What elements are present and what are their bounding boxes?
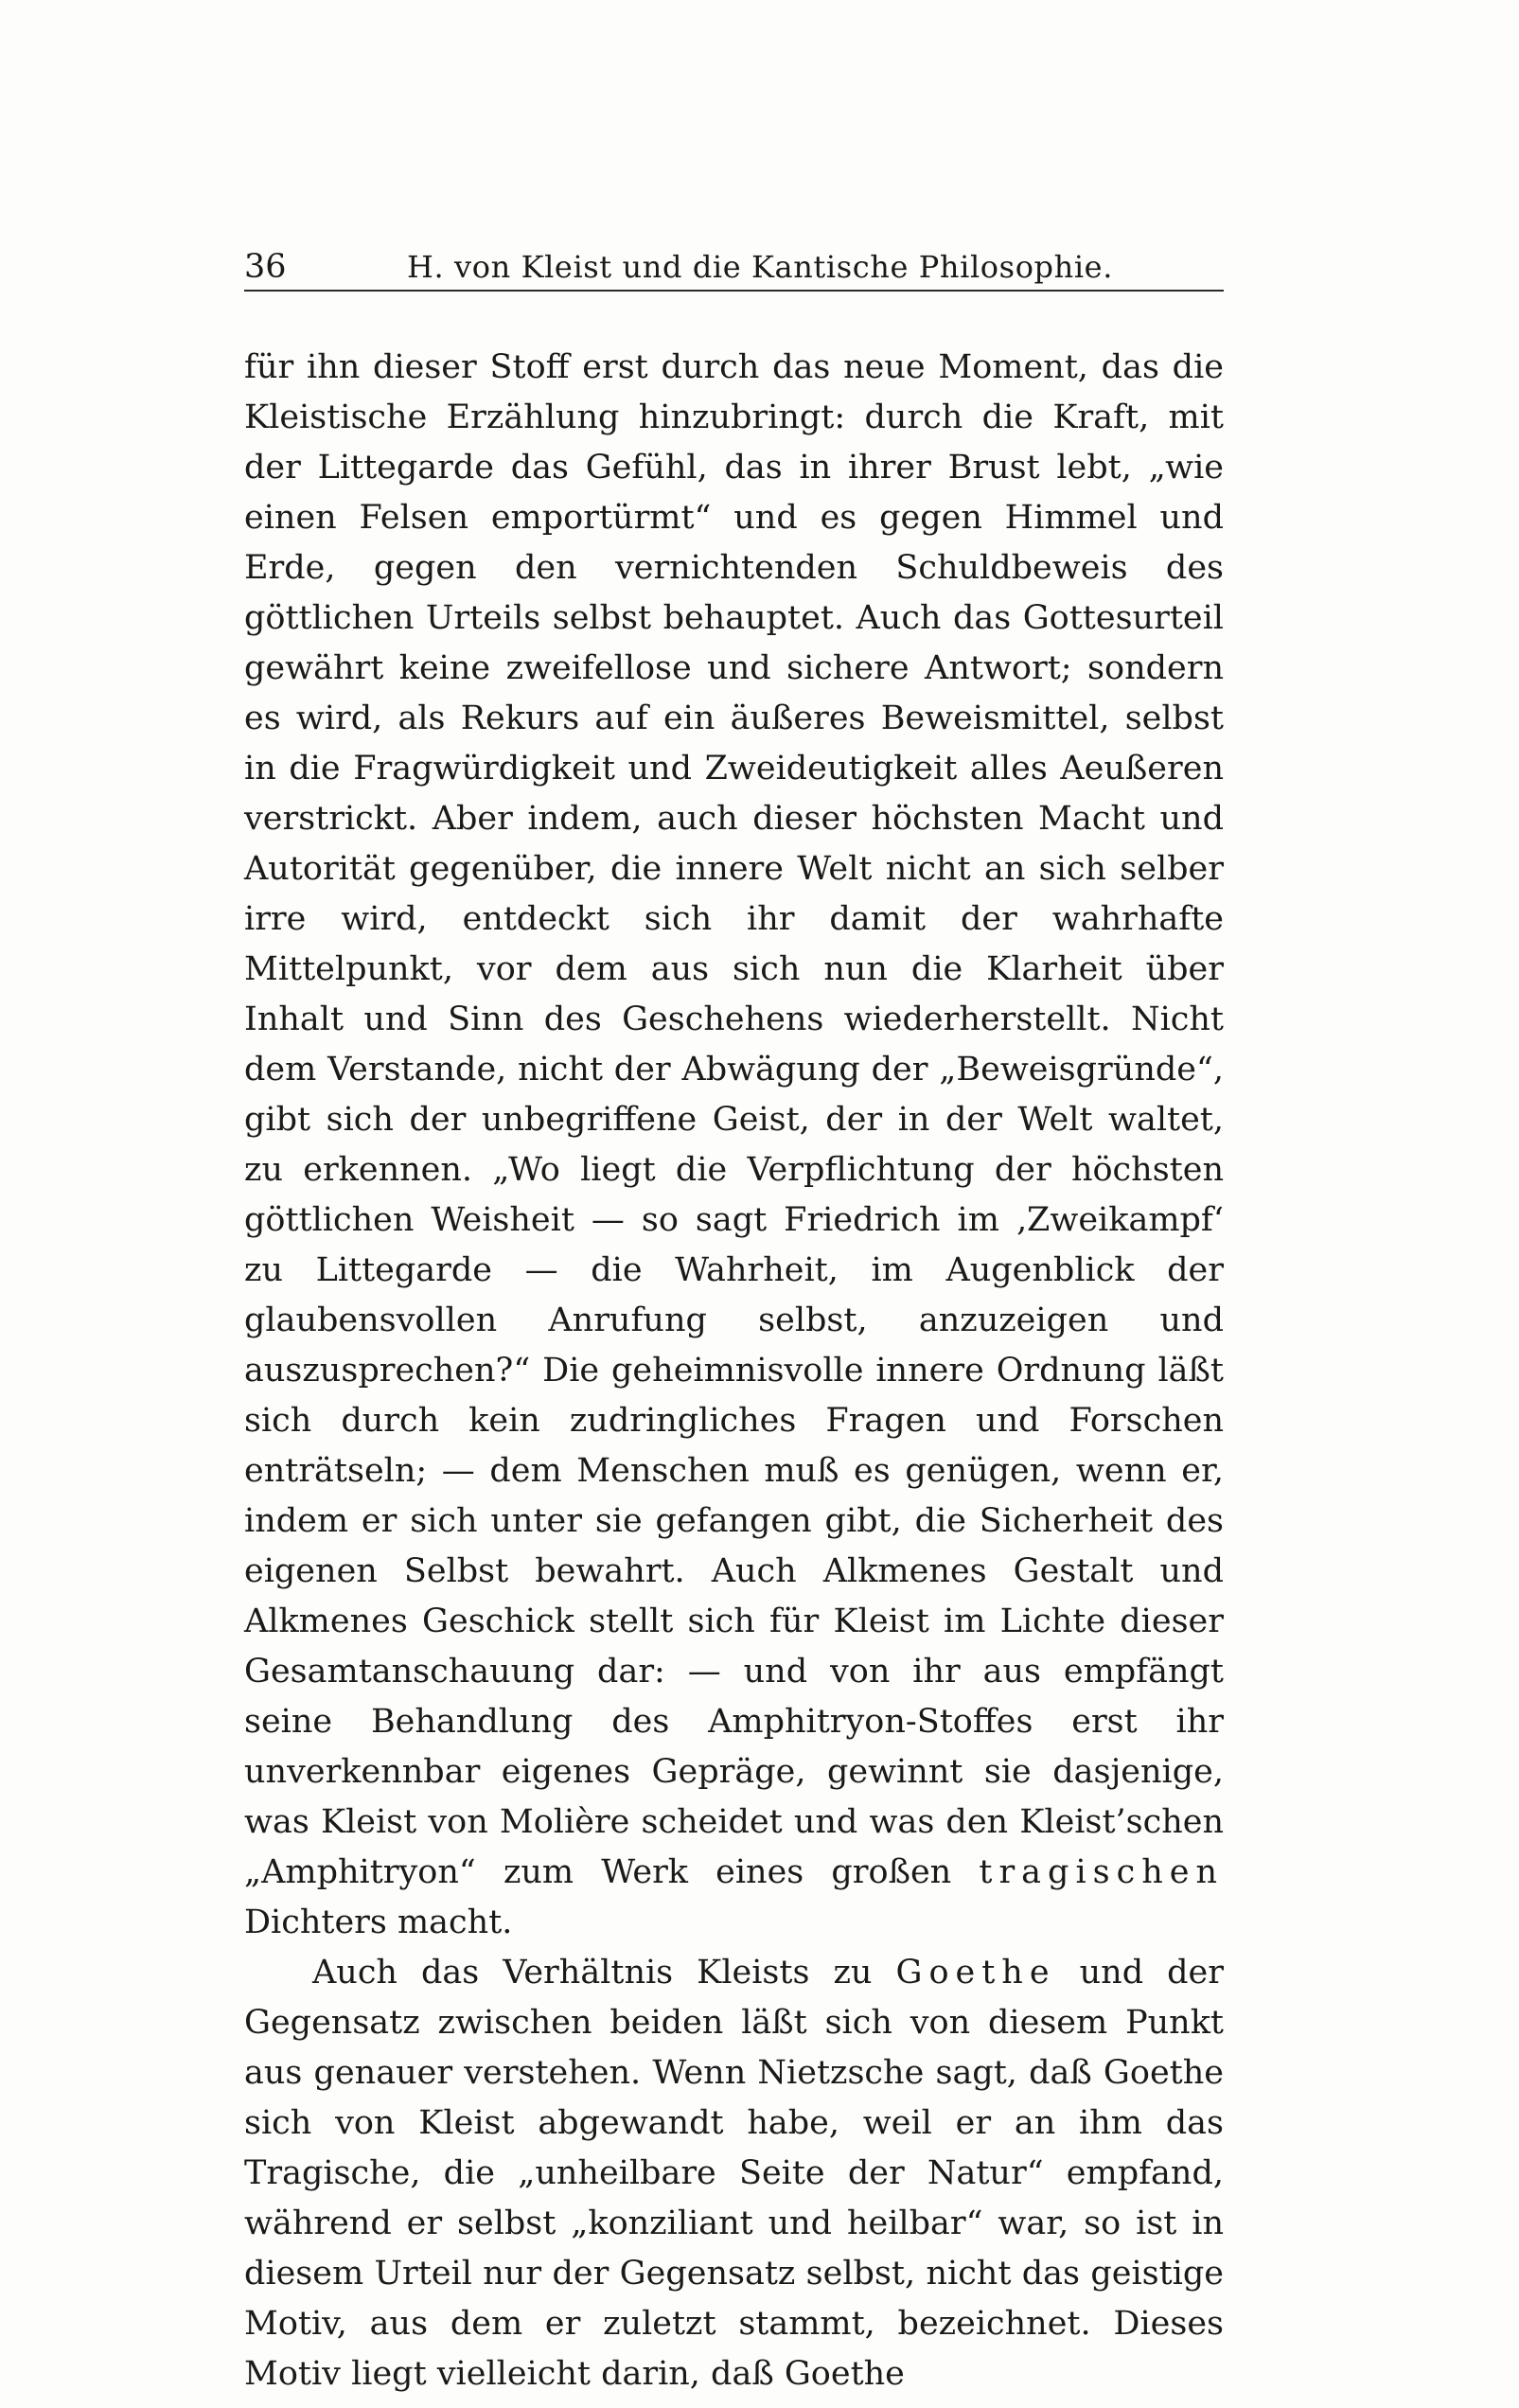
paragraph-text: für ihn dieser Stoff erst durch das neue Moment, das die Kleistische Erzählung hinzubringt: durch die Kraft, mit der Littegarde das Gefühl, das in ihrer Brust lebt, „wie einen Felsen emportürmt“ und es gegen Himmel und Erde, gegen den vernichtenden Schuldbeweis des göttlichen Urteils selbst behauptet. Auch das Gottesurteil gewährt keine zweifellose und sichere Antwort; sondern es wird, als Rekurs auf ein äußeres Beweismittel, selbst in die Fragwürdigkeit und Zweideutigkeit alles Aeußeren verstrickt. Aber indem, auch dieser höchsten Macht und Autorität gegenüber, die innere Welt nicht an sich selber irre wird, entdeckt sich ihr damit der wahrhafte Mittelpunkt, vor dem aus sich nun die Klarheit über Inhalt und Sinn des Geschehens wiederherstellt. Nicht dem Verstande, nicht der Abwägung der „Beweisgründe“, gibt sich der unbegriffene Geist, der in der Welt waltet, zu erkennen. „Wo liegt die Verpflichtung der höchsten göttlichen Weisheit — so sagt Friedrich im ‚Zweikampf‘ zu Littegarde — die Wahrheit, im Augenblick der glaubensvollen Anrufung selbst, anzuzeigen und auszusprechen?“ Die geheimnisvolle innere Ordnung läßt sich durch kein zudringliches Fragen und Forschen enträtseln; — dem Menschen muß es genügen, wenn er, indem er sich unter sie gefangen gibt, die Sicherheit des eigenen Selbst bewahrt. Auch Alkmenes Gestalt und Alkmenes Geschick stellt sich für Kleist im Lichte dieser Gesamtanschauung dar: — und von ihr aus empfängt seine Behandlung des Amphitryon-Stoffes erst ihr unverkennbar eigenes Gepräge, gewinnt sie dasjenige, was Kleist von Molière scheidet und was den Kleist’schen „Amphitryon“ zum Werk eines großen: [244, 348, 1224, 1891]
emphasized-word: Goethe: [895, 1954, 1056, 1992]
paragraph-text: Dichters macht.: [244, 1903, 513, 1941]
paragraph-text: und der Gegensatz zwischen beiden läßt sich von diesem Punkt aus genauer verstehen. Wenn Nietzsche sagt, daß Goethe sich von Kleist abgewandt habe, weil er an ihm das Tragische, die „unheilbare Seite der Natur“ empfand, während er selbst „konziliant und heilbar“ war, so ist in diesem Urteil nur der Gegensatz selbst, nicht das geistige Motiv, aus dem er zuletzt stammt, bezeichnet. Dieses Motiv liegt vielleicht darin, daß Goethe: [244, 1954, 1224, 2393]
paragraph: [244, 343, 1224, 1948]
paragraph-text: Auch das Verhältnis Kleists zu: [312, 1954, 873, 1992]
emphasized-word: tragischen: [979, 1853, 1224, 1891]
page-number: 36: [244, 248, 287, 286]
body-text: [244, 343, 1224, 2399]
running-head: H. von Kleist und die Kantische Philosophie.: [407, 249, 1113, 285]
page-header: [244, 244, 1224, 292]
paragraph: [244, 1948, 1224, 2399]
